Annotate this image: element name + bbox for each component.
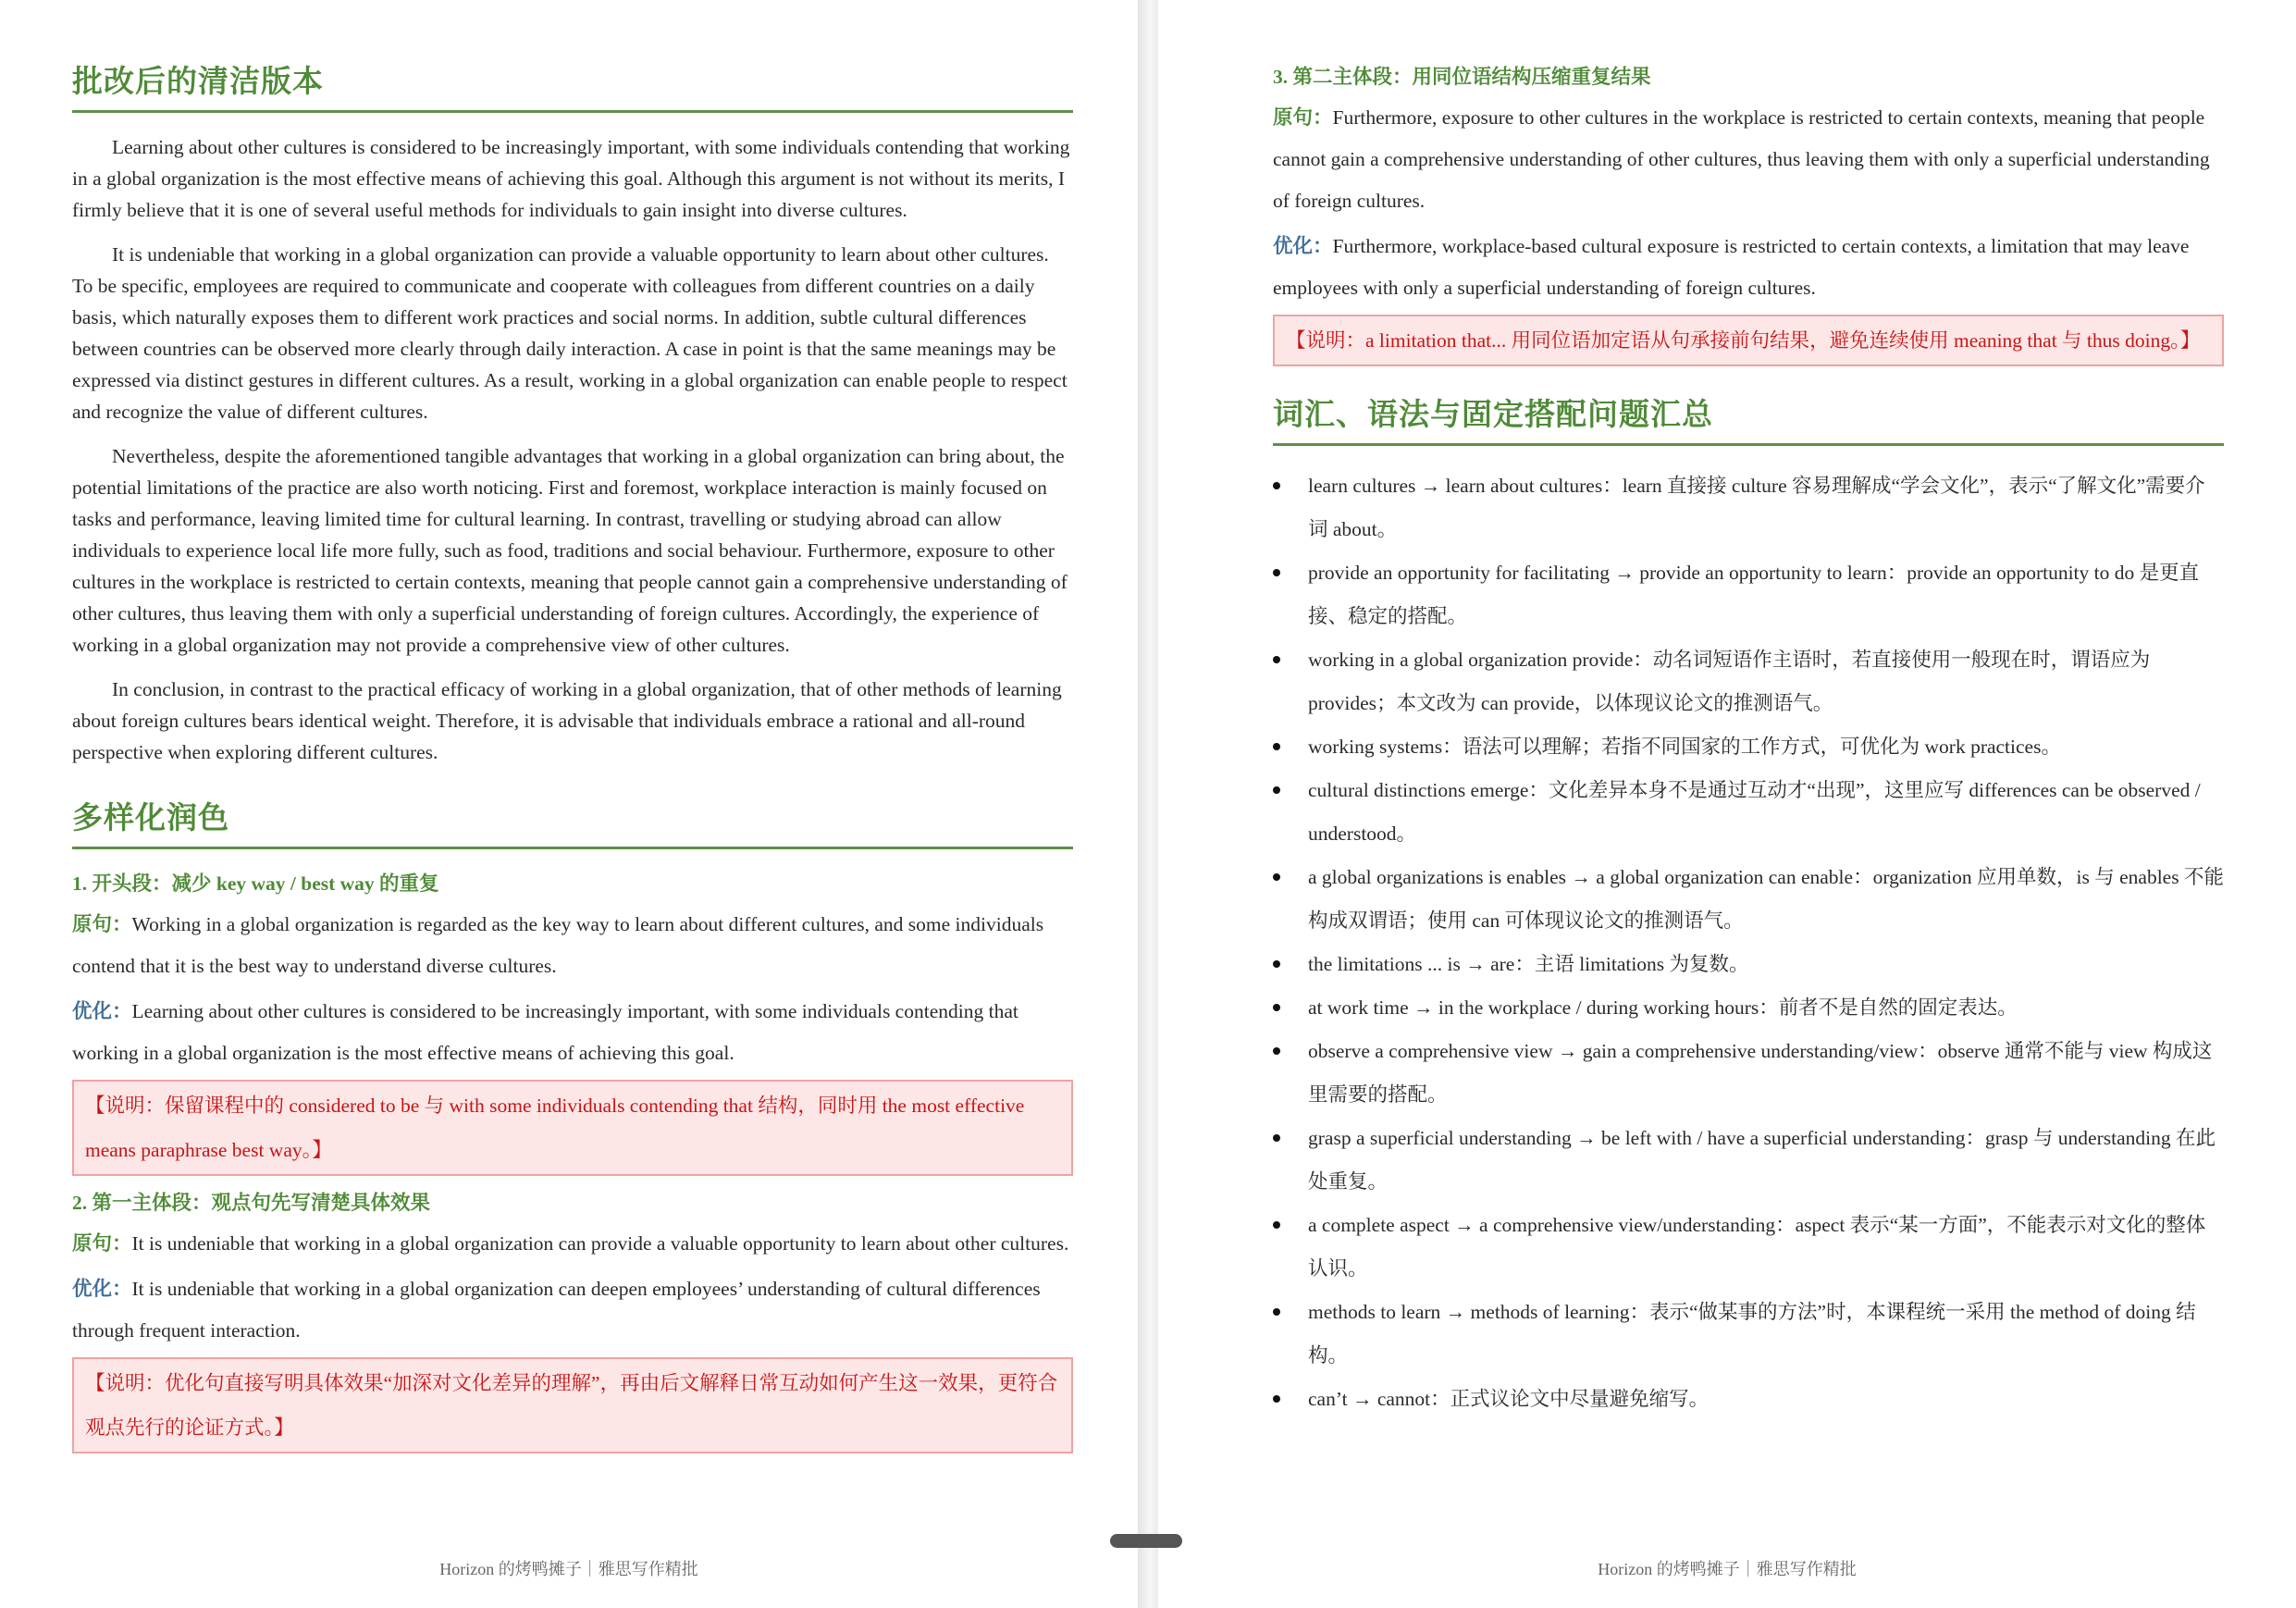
bullet-icon	[1273, 482, 1280, 489]
page-footer: Horizon 的烤鸭摊子｜雅思写作精批	[439, 1560, 698, 1578]
list-item: a complete aspect → a comprehensive view/understanding：aspect 表示“某一方面”，不能表示对文化的整体认识。	[1273, 1204, 2224, 1291]
optimized-label: 优化：	[72, 1278, 132, 1300]
bullet-icon	[1273, 743, 1280, 750]
polish-section-2	[72, 1187, 1073, 1453]
bullet-icon	[1273, 1004, 1280, 1011]
section-title: 2. 第一主体段：观点句先写清楚具体效果	[72, 1192, 431, 1214]
list-item: methods to learn → methods of learning：表示“做某事的方法”时，本课程统一采用 the method of doing 结构。	[1273, 1291, 2224, 1378]
optimized-label: 优化：	[1273, 235, 1333, 257]
essay-paragraph: It is undeniable that working in a global organization can provide a valuable opportunity to learn about other cultures. To be specific, employees are required to communicate and cooperate with colleagues from different countries on a daily basis, which naturally exposes them to different work practices and social norms. In addition, subtle cultural differences between countries can be observed more clearly through daily interaction. A case in point is that the same meanings may be expressed via distinct gestures in different cultures. As a result, working in a global organization can enable people to respect and recognize the value of different cultures.	[72, 243, 1068, 423]
bullet-icon	[1273, 786, 1280, 794]
section-title: 3. 第二主体段：用同位语结构压缩重复结果	[1273, 66, 1651, 88]
bullet-icon	[1273, 1047, 1280, 1055]
list-item: working systems：语法可以理解；若指不同国家的工作方式，可优化为 work practices。	[1273, 725, 2224, 769]
optimized-text: Learning about other cultures is considered to be increasingly important, with some individuals contending that working in a global organization is the most effective means of achieving this goal.	[72, 1000, 1018, 1064]
original-sentence	[1273, 97, 2224, 222]
bullet-icon	[1273, 656, 1280, 663]
page-left	[0, 0, 1138, 1608]
page-right	[1158, 0, 2296, 1608]
optimized-sentence	[1273, 226, 2224, 309]
issues-heading: 词汇、语法与固定搭配问题汇总	[1273, 390, 2224, 446]
bullet-icon	[1273, 569, 1280, 576]
bullet-icon	[1273, 1395, 1280, 1403]
list-item: working in a global organization provide：动名词短语作主语时，若直接使用一般现在时，谓语应为 provides；本文改为 can provide，以体现议论文的推测语气。	[1273, 638, 2224, 725]
explanation-note: 【说明：优化句直接写明具体效果“加深对文化差异的理解”，再由后文解释日常互动如何产生这一效果，更符合观点先行的论证方式。】	[72, 1357, 1073, 1453]
polish-section-3	[1273, 61, 2224, 366]
list-item: cultural distinctions emerge：文化差异本身不是通过互动才“出现”，这里应写 differences can be observed / understood。	[1273, 769, 2224, 856]
scroll-handle[interactable]	[1110, 1534, 1182, 1548]
bullet-icon	[1273, 1221, 1280, 1229]
original-text: It is undeniable that working in a global organization can provide a valuable opportunity to learn about other cultures.	[131, 1232, 1069, 1255]
optimized-text: It is undeniable that working in a global organization can deepen employees’ understanding of cultural differences through frequent interaction.	[72, 1278, 1041, 1342]
original-sentence	[72, 1223, 1073, 1265]
polish-heading: 多样化润色	[72, 794, 1073, 849]
essay-paragraph: In conclusion, in contrast to the practical efficacy of working in a global organization, that of other methods of learning about foreign cultures bears identical weight. Therefore, it is advisable that individuals embrace a rational and all-round perspective when exploring different cultures.	[72, 678, 1062, 763]
page-gutter	[1138, 0, 1158, 1608]
issues-list	[1273, 464, 2224, 1421]
list-item: grasp a superficial understanding → be left with / have a superficial understanding：grasp 与 understanding 在此处重复。	[1273, 1117, 2224, 1204]
clean-version-heading: 批改后的清洁版本	[72, 57, 1073, 113]
list-item: observe a comprehensive view → gain a comprehensive understanding/view：observe 通常不能与 view 构成这里需要的搭配。	[1273, 1030, 2224, 1117]
original-sentence	[72, 904, 1073, 987]
essay-paragraph: Learning about other cultures is considered to be increasingly important, with some individuals contending that working in a global organization is the most effective means of achieving this goal. Although this argument is not without its merits, I firmly believe that it is one of several useful methods for individuals to gain insight into diverse cultures.	[72, 136, 1070, 221]
page-footer: Horizon 的烤鸭摊子｜雅思写作精批	[1598, 1560, 1857, 1578]
bullet-icon	[1273, 960, 1280, 968]
essay-paragraph: Nevertheless, despite the aforementioned tangible advantages that working in a global organization can bring about, the potential limitations of the practice are also worth noticing. First and foremost, workplace interaction is mainly focused on tasks and performance, leaving limited time for cultural learning. In contrast, travelling or studying abroad can allow individuals to experience local life more fully, such as food, traditions and social behaviour. Furthermore, exposure to other cultures in the workplace is restricted to certain contexts, meaning that people cannot gain a comprehensive understanding of other cultures, thus leaving them with only a superficial understanding of foreign cultures. Accordingly, the experience of working in a global organization may not provide a comprehensive view of other cultures.	[72, 445, 1068, 656]
explanation-note: 【说明：保留课程中的 considered to be 与 with some individuals contending that 结构，同时用 the most effective means paraphrase best way。】	[72, 1080, 1073, 1176]
list-item: at work time → in the workplace / during working hours：前者不是自然的固定表达。	[1273, 986, 2224, 1030]
original-label: 原句：	[1273, 106, 1333, 129]
list-item: provide an opportunity for facilitating → provide an opportunity to learn：provide an opportunity to do 是更直接、稳定的搭配。	[1273, 551, 2224, 638]
list-item: a global organizations is enables → a global organization can enable：organization 应用单数，is 与 enables 不能构成双谓语；使用 can 可体现议论文的推测语气。	[1273, 856, 2224, 943]
explanation-note: 【说明：a limitation that... 用同位语加定语从句承接前句结果，避免连续使用 meaning that 与 thus doing。】	[1273, 315, 2224, 366]
bullet-icon	[1273, 1134, 1280, 1142]
original-label: 原句：	[72, 913, 132, 935]
original-text: Working in a global organization is regarded as the key way to learn about different cultures, and some individuals contend that it is the best way to understand diverse cultures.	[72, 913, 1044, 977]
optimized-sentence	[72, 1268, 1073, 1352]
optimized-label: 优化：	[72, 1000, 132, 1022]
section-title: 1. 开头段：减少 key way / best way 的重复	[72, 872, 439, 895]
polish-section-1	[72, 868, 1073, 1176]
list-item: can’t → cannot：正式议论文中尽量避免缩写。	[1273, 1378, 2224, 1421]
bullet-icon	[1273, 873, 1280, 881]
list-item: the limitations ... is → are：主语 limitations 为复数。	[1273, 943, 2224, 986]
list-item: learn cultures → learn about cultures：learn 直接接 culture 容易理解成“学会文化”，表示“了解文化”需要介词 about。	[1273, 464, 2224, 551]
original-text: Furthermore, exposure to other cultures in the workplace is restricted to certain contexts, meaning that people cannot gain a comprehensive understanding of other cultures, thus leaving them with only a superficial understanding of foreign cultures.	[1273, 106, 2210, 212]
optimized-sentence	[72, 991, 1073, 1074]
bullet-icon	[1273, 1308, 1280, 1316]
optimized-text: Furthermore, workplace-based cultural exposure is restricted to certain contexts, a limitation that may leave employees with only a superficial understanding of foreign cultures.	[1273, 235, 2190, 299]
original-label: 原句：	[72, 1232, 132, 1255]
